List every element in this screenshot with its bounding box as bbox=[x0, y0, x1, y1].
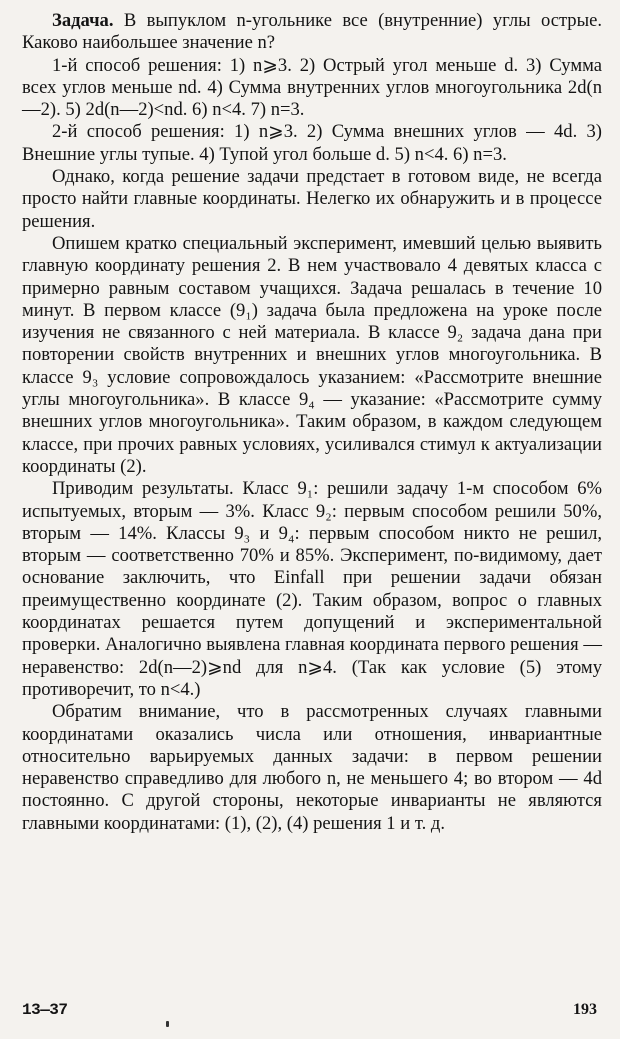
page-body bbox=[22, 10, 602, 835]
problem-paragraph bbox=[22, 10, 602, 55]
solution-2-paragraph: 2-й способ решения: 1) n⩾3. 2) Сумма внешних углов — 4d. 3) Внешние углы тупые. 4) Тупой угол больше d. 5) n<4. 6) n=3. bbox=[22, 121, 602, 165]
results-paragraph: Приводим результаты. Класс 9₁: решили задачу 1-м способом 6% испытуемых, вторым — 3%. Класс 9₂: первым способом решили 50%, вторым — 14%. Классы 9₃ и 9₄: первым способом никто не решил, вторым — соответственно 70% и 85%. Эксперимент, по-видимому, дает основание заключить, что Einfall при решении задачи обязан преимущественно координате (2). Таким образом, вопрос о главных координатах решается путем допущений и экспериментальной проверки. Аналогично выявлена главная координата первого решения — неравенство: 2d(n—2)⩾nd для n⩾4. (Так как условие (5) этому противоречит, то n<4.) bbox=[22, 478, 602, 700]
print-speck bbox=[166, 1021, 169, 1027]
solution-1-paragraph: 1-й способ решения: 1) n⩾3. 2) Острый угол меньше d. 3) Сумма всех углов меньше nd. 4) Сумма внутренних углов многоугольника 2d(n—2). 5) 2d(n—2)<nd. 6) n<4. 7) n=3. bbox=[22, 54, 602, 121]
invariants-paragraph: Обратим внимание, что в рассмотренных случаях главными координатами оказались числа или отношения, инвариантные относительно варьируемых данных задачи: в первом решении неравенство справедливо для любого n, не меньшего 4; во втором — 4d постоянно. С другой стороны, некоторые инварианты не являются главными координатами: (1), (2), (4) решения 1 и т. д. bbox=[22, 701, 602, 834]
problem-text: В выпуклом n-угольнике все (внутренние) углы острые. Каково наибольшее значение n? bbox=[22, 10, 602, 54]
coordinates-paragraph: Однако, когда решение задачи предстает в готовом виде, не всегда просто найти главные координаты. Нелегко их обнаружить и в процессе решения. bbox=[22, 166, 602, 232]
printer-signature: 13—37 bbox=[22, 1001, 68, 1019]
page-number: 193 bbox=[573, 1001, 597, 1018]
problem-lead: Задача. bbox=[52, 10, 114, 31]
experiment-paragraph: Опишем кратко специальный эксперимент, имевший целью выявить главную координату решения 2. В нем участвовало 4 девятых класса с примерно равным составом учащихся. Задача решалась в течение 10 минут. В первом классе (9₁) задача была предложена на уроке после изучения не связанного с ней материала. В классе 9₂ задача дана при повторении свойств внутренних и внешних углов многоугольника. В классе 9₃ условие сопровождалось указанием: «Рассмотрите внешние углы многоугольника». В классе 9₄ — указание: «Рассмотрите сумму внешних углов многоугольника». Таким образом, в каждом следующем классе, при прочих равных условиях, усиливался стимул к актуализации координаты (2). bbox=[22, 232, 602, 477]
page-footer bbox=[22, 1001, 597, 1025]
